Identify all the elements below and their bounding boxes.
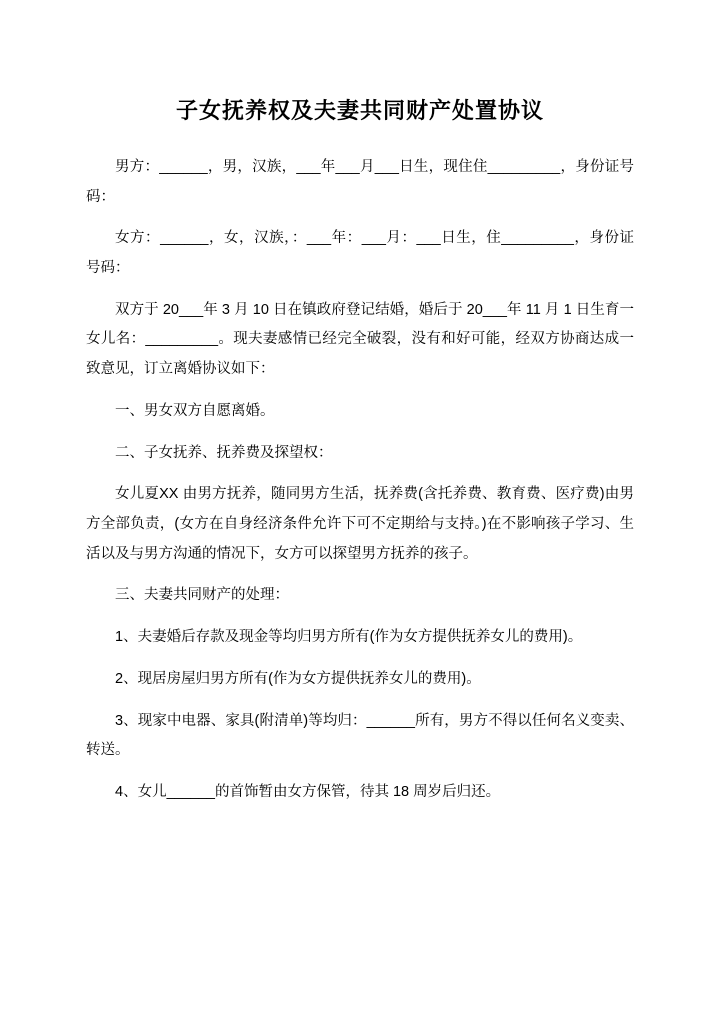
paragraph-husband-info: 男方：______，男，汉族，___年___月___日生，现住住_________，身份证号码： — [86, 158, 634, 205]
paragraph-marriage-background: 双方于 20___年 3 月 10 日在镇政府登记结婚，婚后于 20___年 11 月 1 日生育一女儿名：_________。现夫妻感情已经完全破裂，没有和好可能，经双方协商达成一致意见，订立离婚协议如下： — [86, 301, 634, 378]
paragraph-clause-two-heading: 二、子女抚养、抚养费及探望权： — [115, 444, 333, 461]
page-title: 子女抚养权及夫妻共同财产处置协议 — [175, 98, 544, 123]
paragraph-property-item-3: 3、现家中电器、家具(附清单)等均归：______所有，男方不得以任何名义变卖、转送。 — [86, 712, 634, 759]
paragraph-clause-one: 一、男女双方自愿离婚。 — [115, 402, 275, 419]
paragraph-wife-info: 女方：______，女，汉族，：___年：___月：___日生，住_________，身份证号码： — [86, 230, 634, 276]
paragraph-property-item-1: 1、夫妻婚后存款及现金等均归男方所有(作为女方提供抚养女儿的费用)。 — [115, 629, 583, 646]
paragraph-custody-details: 女儿夏XX 由男方抚养，随同男方生活，抚养费(含托养费、教育费、医疗费)由男方全部负责，(女方在自身经济条件允许下可不定期给与支持。)在不影响孩子学习、生活以及与男方沟通的情况下，女方可以探望男方抚养的孩子。 — [86, 486, 634, 562]
paragraph-property-item-2: 2、现居房屋归男方所有(作为女方提供抚养女儿的费用)。 — [115, 670, 481, 687]
paragraph-property-item-4: 4、女儿______的首饰暂由女方保管，待其 18 周岁后归还。 — [115, 784, 501, 801]
paragraph-clause-three-heading: 三、夫妻共同财产的处理： — [115, 587, 289, 604]
